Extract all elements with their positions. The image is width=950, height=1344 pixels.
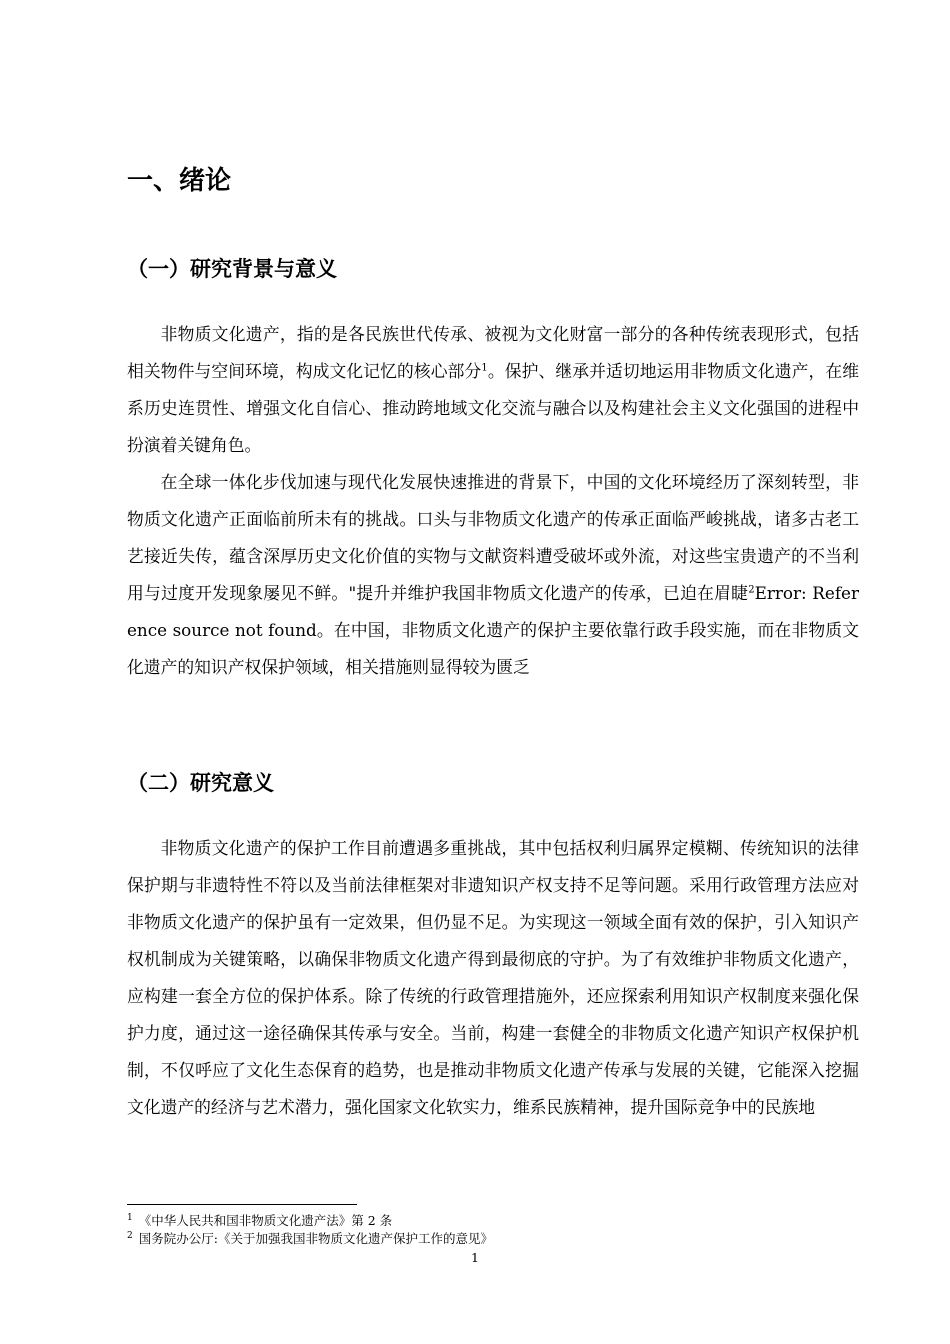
- chapter-heading: 一、绪论: [127, 166, 232, 196]
- footnote-number: 2: [127, 1230, 133, 1241]
- paragraph-text: 非物质文化遗产，指的是各民族世代传承、被视为文化财富一部分的各种传统表现形式，包括相关物件与空间环境，构成文化记忆的核心部分: [127, 324, 859, 381]
- footnote-ref-2[interactable]: 2: [748, 584, 755, 596]
- paragraph-text: 。保护、继承并适切地运用非物质文化遗产，在维系历史连贯性、增强文化自信心、推动跨地域文化交流与融合以及构建社会主义文化强国的进程中扮演着关键角色。: [127, 361, 859, 455]
- footnote-1: [127, 1212, 859, 1230]
- footnotes: [127, 1212, 859, 1248]
- paragraph-text: 非物质文化遗产的保护工作目前遭遇多重挑战，其中包括权利归属界定模糊、传统知识的法律保护期与非遗特性不符以及当前法律框架对非遗知识产权支持不足等问题。采用行政管理方法应对非物质文化遗产的保护虽有一定效果，但仍显不足。为实现这一领域全面有效的保护，引入知识产权机制成为关键策略，以确保非物质文化遗产得到最彻底的守护。为了有效维护非物质文化遗产，应构建一套全方位的保护体系。除了传统的行政管理措施外，还应探索利用知识产权制度来强化保护力度，通过这一途径确保其传承与安全。当前，构建一套健全的非物质文化遗产知识产权保护机制，不仅呼应了文化生态保育的趋势，也是推动非物质文化遗产传承与发展的关键，它能深入挖掘文化遗产的经济与艺术潜力，强化国家文化软实力，维系民族精神，提升国际竞争中的民族地: [127, 838, 859, 1117]
- footnote-separator: [127, 1204, 357, 1205]
- paragraph-text: Error: Reference source not found。在中国，非物质文化遗产的保护主要依靠行政手段实施，而在非物质文化遗产的知识产权保护领域，相关措施则显得较为匮乏: [127, 583, 859, 677]
- paragraph-text: 在全球一体化步伐加速与现代化发展快速推进的背景下，中国的文化环境经历了深刻转型，非物质文化遗产正面临前所未有的挑战。口头与非物质文化遗产的传承正面临严峻挑战，诸多古老工艺接近失传，蕴含深厚历史文化价值的实物与文献资料遭受破坏或外流，对这些宝贵遗产的不当利用与过度开发现象屡见不鲜。"提升并维护我国非物质文化遗产的传承，已迫在眉睫: [127, 472, 859, 603]
- paragraph-background-1: [127, 316, 859, 464]
- footnote-text: 《中华人民共和国非物质文化遗产法》第 2 条: [138, 1213, 393, 1228]
- section-heading-background: （一）研究背景与意义: [127, 257, 337, 281]
- page-number: 1: [471, 1250, 479, 1265]
- footnote-ref-1[interactable]: 1: [481, 362, 488, 374]
- footnote-text: 国务院办公厅:《关于加强我国非物质文化遗产保护工作的意见》: [138, 1231, 493, 1246]
- paragraph-background-2: [127, 464, 859, 686]
- section-heading-significance: （二）研究意义: [127, 771, 274, 795]
- footnote-2: [127, 1230, 859, 1248]
- paragraph-significance-1: [127, 830, 859, 1126]
- footnote-number: 1: [127, 1212, 133, 1223]
